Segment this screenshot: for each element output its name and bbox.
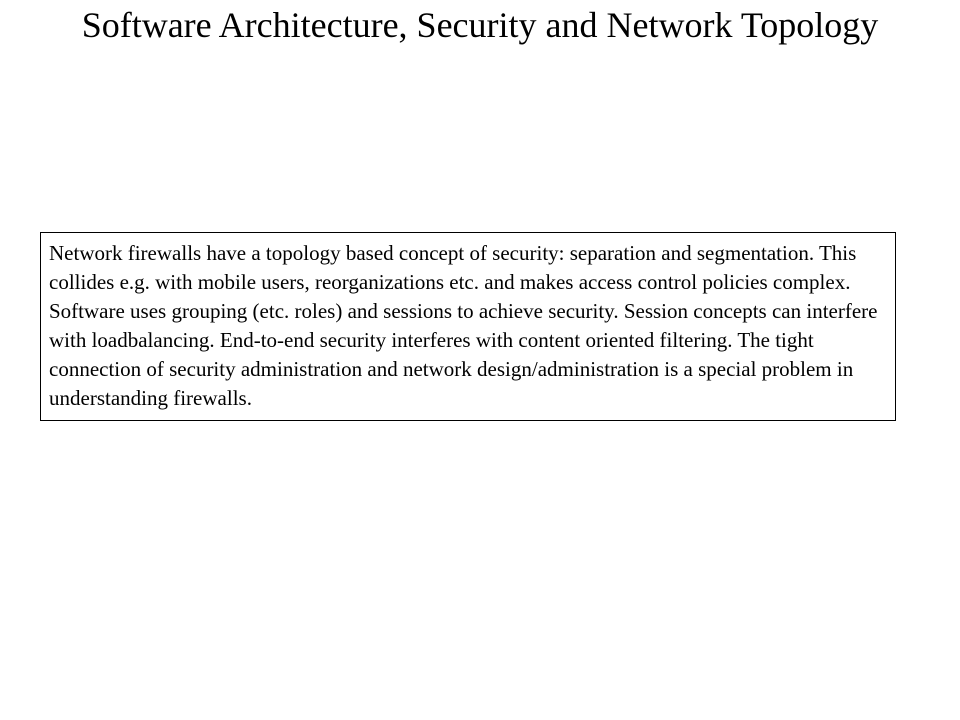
body-text-box: [40, 232, 896, 421]
body-text: Network firewalls have a topology based concept of security: separation and segmentation. This collides e.g. with mobile users, reorganizations etc. and makes access control policies complex. Software uses grouping (etc. roles) and sessions to achieve security. Session concepts can interfere with loadbalancing. End-to-end security interferes with content oriented filtering. The tight connection of security administration and network design/administration is a special problem in understanding firewalls.: [49, 241, 878, 410]
slide-title: Software Architecture, Security and Network Topology: [81, 5, 879, 45]
